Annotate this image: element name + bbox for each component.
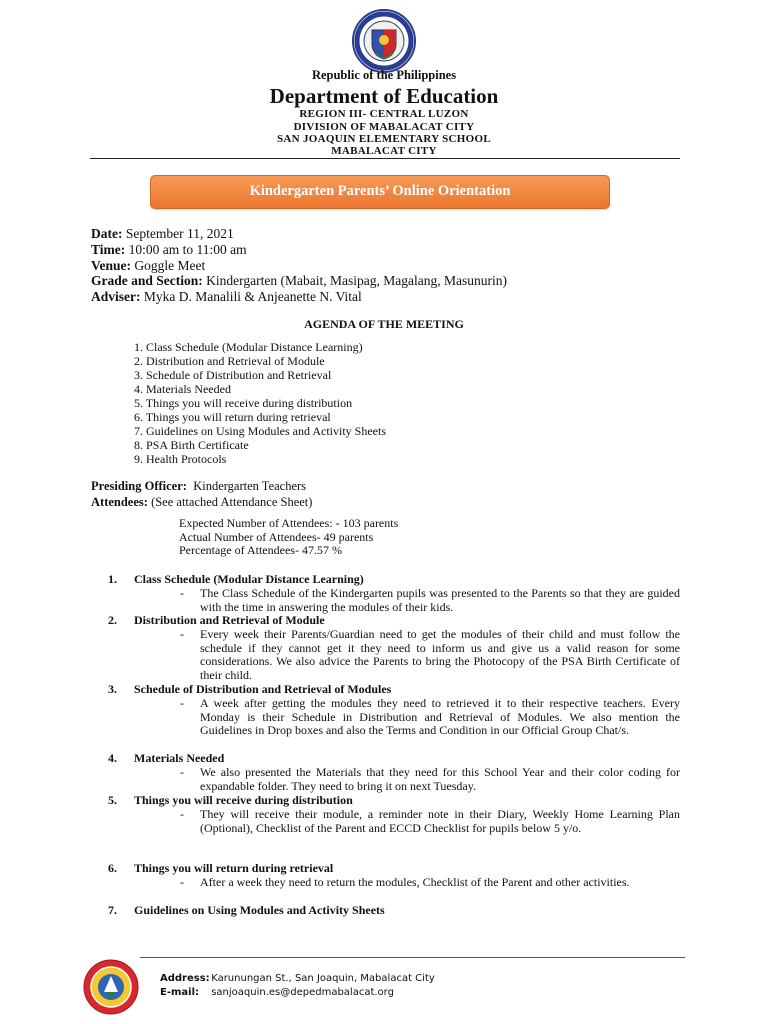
section-distribution-retrieval: 2. Distribution and Retrieval of Module - Every week their Parents/Guardian need to get the modules of their child and must follow the schedule if they cannot get it they need to inform us and give us a valid reason for some considerations. We also advice the Parents to bring the Photocopy of the PSA Birth Certificate of their child. (108, 613, 680, 682)
date-line: Date: September 11, 2021 (91, 226, 234, 241)
city-heading: MABALACAT CITY (331, 145, 437, 157)
agenda-item: 5. Things you will receive during distribution (134, 396, 353, 410)
section-guidelines: 7. Guidelines on Using Modules and Activity Sheets (108, 903, 385, 917)
orientation-banner: Kindergarten Parents’ Online Orientation (150, 175, 610, 209)
agenda-item: 8. PSA Birth Certificate (134, 438, 249, 452)
footer-email: E-mail: sanjoaquin.es@depedmabalacat.org (160, 987, 394, 998)
division-heading: DIVISION OF MABALACAT CITY (293, 121, 475, 133)
section-class-schedule: 1. Class Schedule (Modular Distance Learning) - The Class Schedule of the Kindergarten pupils was presented to the Parents so that they are guided with the time in answering the modules of their kids. (108, 572, 680, 614)
attendance-stats (179, 517, 398, 558)
section-things-return: 6. Things you will return during retrieval - After a week they need to return the modules, Checklist of the Parent and other activities. (108, 861, 630, 889)
agenda-item: 2. Distribution and Retrieval of Module (134, 354, 325, 368)
school-heading: SAN JOAQUIN ELEMENTARY SCHOOL (277, 133, 491, 145)
time-line: Time: 10:00 am to 11:00 am (91, 242, 247, 257)
expected-attendees: Expected Number of Attendees: - 103 parents (179, 516, 399, 530)
republic-heading: Republic of the Philippines (311, 68, 457, 82)
agenda-list (134, 340, 386, 466)
region-heading: REGION III- CENTRAL LUZON (299, 108, 469, 120)
section-schedule-distribution: 3. Schedule of Distribution and Retrieval of Modules - A week after getting the modules they need to retrieved it to their respective teachers. Every Monday is their Schedule in Distribution and Retrieval of Modules. We also mention the Guidelines in Drop boxes and also the Terms and Condition in our Official Group Chat/s. (108, 682, 680, 737)
agenda-item: 1. Class Schedule (Modular Distance Learning) (134, 340, 363, 354)
section-materials-needed: 4. Materials Needed - We also presented the Materials that they need for this School Year and their color coding for expandable folder. They need to bring it on next Tuesday. (108, 751, 680, 793)
agenda-item: 3. Schedule of Distribution and Retrieval (134, 368, 332, 382)
actual-attendees: Actual Number of Attendees- 49 parents (179, 529, 374, 544)
school-logo-icon (78, 958, 144, 1016)
agenda-item: 7. Guidelines on Using Modules and Activity Sheets (134, 424, 386, 438)
footer-address: Address: Karunungan St., San Joaquin, Mabalacat City (160, 973, 435, 984)
attendees-line: Attendees: (See attached Attendance Sheet) (91, 495, 313, 509)
header-divider (90, 158, 680, 159)
agenda-title: AGENDA OF THE MEETING (304, 317, 464, 331)
agenda-item: 6. Things you will return during retrieval (134, 410, 331, 424)
section-things-receive: 5. Things you will receive during distribution - They will receive their module, a reminder note in their Diary, Weekly Home Learning Plan (Optional), Checklist of the Parent and ECCD Checklist for pupils below 5 y/o. (108, 793, 680, 835)
percentage-attendees: Percentage of Attendees- 47.57 % (179, 543, 342, 557)
presiding-officer-line: Presiding Officer: Kindergarten Teachers (91, 479, 307, 493)
deped-seal-icon (343, 8, 425, 74)
agenda-item: 4. Materials Needed (134, 382, 231, 396)
grade-line: Grade and Section: Kindergarten (Mabait, Masipag, Magalang, Masunurin) (91, 273, 507, 288)
agenda-item: 9. Health Protocols (134, 452, 227, 466)
adviser-line: Adviser: Myka D. Manalili & Anjeanette N. Vital (91, 289, 362, 304)
footer-divider (140, 957, 685, 958)
department-heading: Department of Education (269, 84, 499, 108)
venue-line: Venue: Goggle Meet (91, 258, 206, 273)
